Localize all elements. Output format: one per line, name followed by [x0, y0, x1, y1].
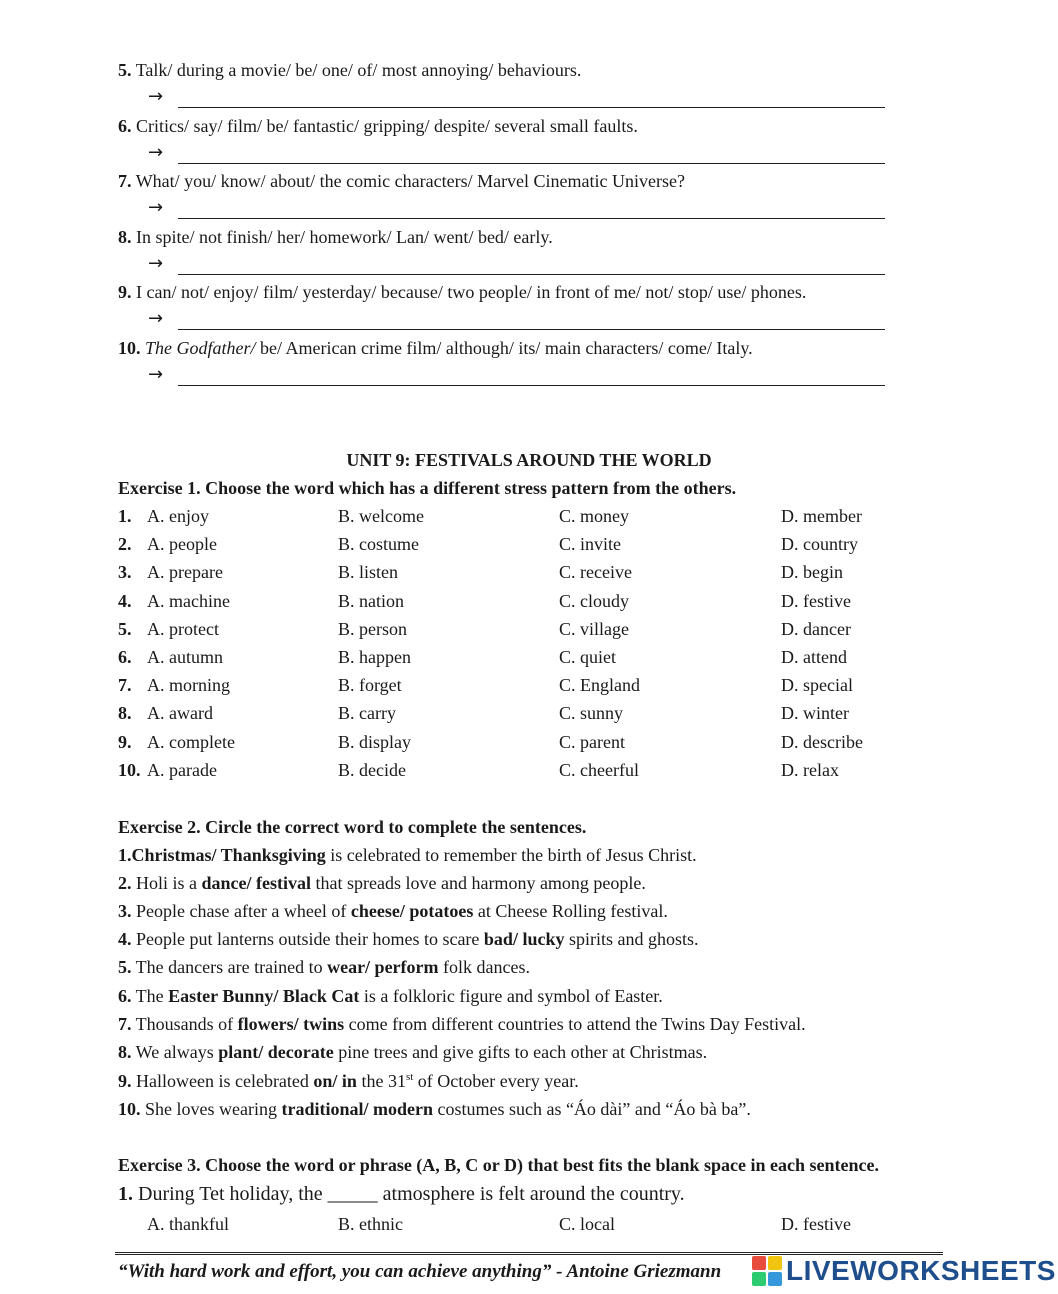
exercise1-row [118, 759, 918, 781]
answer-row[interactable] [148, 253, 885, 275]
arrow-icon: → [148, 253, 164, 274]
exercise2-item[interactable]: 9. Halloween is celebrated on/ in the 31st of October every year. [118, 1071, 579, 1091]
arrow-icon: → [148, 86, 164, 107]
exercise2-item[interactable]: 2. Holi is a dance/ festival that spreads love and harmony among people. [118, 873, 646, 893]
exercise1-row [118, 505, 918, 527]
option-a[interactable]: A. thankful [147, 1214, 229, 1234]
footer-quote: “With hard work and effort, you can achieve anything” - Antoine Griezmann [118, 1261, 722, 1282]
question-number: 4. [118, 590, 132, 611]
option-b[interactable]: B. carry [338, 703, 396, 724]
question-number: 9. [118, 731, 132, 752]
option-a[interactable]: A. enjoy [147, 506, 209, 526]
option-d[interactable]: D. describe [781, 731, 863, 752]
question-number: 3. [118, 562, 132, 583]
sentence-item: 5. Talk/ during a movie/ be/ one/ of/ most annoying/ behaviours. [118, 60, 582, 80]
arrow-icon: → [148, 308, 164, 329]
unit-title: UNIT 9: FESTIVALS AROUND THE WORLD [346, 450, 712, 470]
option-c[interactable]: C. sunny [559, 703, 624, 724]
exercise1-row [118, 561, 918, 583]
option-d[interactable]: D. member [781, 506, 862, 526]
exercise2-item[interactable]: 7. Thousands of flowers/ twins come from different countries to attend the Twins Day Festival. [118, 1014, 806, 1034]
exercise1-heading: Exercise 1. Choose the word which has a different stress pattern from the others. [118, 478, 737, 498]
option-b[interactable]: B. happen [338, 647, 411, 667]
option-b[interactable]: B. nation [338, 590, 404, 611]
question-number: 1. [118, 506, 132, 526]
option-c[interactable]: C. receive [559, 562, 632, 583]
exercise1-row [118, 646, 918, 668]
question-number: 10. [118, 759, 141, 780]
question-number: 2. [118, 534, 132, 555]
exercise1-row [118, 533, 918, 555]
exercise1-row [118, 674, 918, 696]
question-number: 8. [118, 703, 132, 724]
exercise2-item[interactable]: 5. The dancers are trained to wear/ perform folk dances. [118, 957, 530, 977]
answer-line[interactable] [178, 217, 885, 219]
exercise1-row [118, 590, 918, 612]
answer-row[interactable] [148, 86, 885, 108]
liveworksheets-logo-icon [752, 1256, 782, 1286]
exercise1-row [118, 731, 918, 753]
sentence-item: 9. I can/ not/ enjoy/ film/ yesterday/ because/ two people/ in front of me/ not/ stop/ use/ phones. [118, 282, 807, 302]
exercise3-question: 1. During Tet holiday, the _____ atmosphere is felt around the country. [118, 1183, 685, 1205]
option-a[interactable]: A. parade [147, 759, 217, 780]
option-c[interactable]: C. money [559, 506, 629, 526]
answer-row[interactable] [148, 364, 885, 386]
answer-row[interactable] [148, 308, 885, 330]
option-c[interactable]: C. parent [559, 731, 625, 752]
option-d[interactable]: D. begin [781, 562, 843, 583]
sentence-item: 8. In spite/ not finish/ her/ homework/ Lan/ went/ bed/ early. [118, 227, 553, 247]
sentence-item: 7. What/ you/ know/ about/ the comic characters/ Marvel Cinematic Universe? [118, 171, 685, 191]
question-number: 7. [118, 675, 132, 696]
exercise2-item[interactable]: 3. People chase after a wheel of cheese/ potatoes at Cheese Rolling festival. [118, 901, 668, 921]
arrow-icon: → [148, 197, 164, 218]
option-a[interactable]: A. protect [147, 618, 219, 639]
option-d[interactable]: D. winter [781, 703, 849, 724]
answer-row[interactable] [148, 197, 885, 219]
option-b[interactable]: B. welcome [338, 506, 424, 526]
exercise2-item[interactable]: 1.Christmas/ Thanksgiving is celebrated to remember the birth of Jesus Christ. [118, 845, 697, 865]
sentence-item: 6. Critics/ say/ film/ be/ fantastic/ gripping/ despite/ several small faults. [118, 116, 638, 136]
exercise2-item[interactable]: 8. We always plant/ decorate pine trees and give gifts to each other at Christmas. [118, 1042, 708, 1062]
exercise1-row [118, 618, 918, 640]
option-c[interactable]: C. invite [559, 534, 621, 555]
sentence-item: 10. The Godfather/ be/ American crime film/ although/ its/ main characters/ come/ Italy. [118, 338, 753, 358]
exercise1-row [118, 702, 918, 724]
option-b[interactable]: B. listen [338, 562, 399, 583]
liveworksheets-watermark [752, 1254, 1056, 1288]
option-c[interactable]: C. quiet [559, 647, 616, 667]
answer-line[interactable] [178, 162, 885, 164]
option-c[interactable]: C. cheerful [559, 759, 639, 780]
exercise2-heading: Exercise 2. Circle the correct word to complete the sentences. [118, 817, 587, 837]
answer-line[interactable] [178, 106, 885, 108]
option-a[interactable]: A. prepare [147, 562, 223, 583]
option-d[interactable]: D. festive [781, 1214, 851, 1234]
option-c[interactable]: C. village [559, 618, 629, 639]
exercise3-options [118, 1213, 918, 1235]
option-d[interactable]: D. special [781, 675, 853, 696]
option-a[interactable]: A. complete [147, 731, 235, 752]
exercise2-item[interactable]: 6. The Easter Bunny/ Black Cat is a folkloric figure and symbol of Easter. [118, 986, 663, 1006]
option-a[interactable]: A. autumn [147, 647, 223, 667]
option-d[interactable]: D. dancer [781, 618, 851, 639]
option-b[interactable]: B. person [338, 618, 407, 639]
arrow-icon: → [148, 364, 164, 385]
option-b[interactable]: B. display [338, 731, 412, 752]
option-b[interactable]: B. forget [338, 675, 402, 696]
arrow-icon: → [148, 142, 164, 163]
option-d[interactable]: D. attend [781, 647, 847, 667]
answer-line[interactable] [178, 384, 885, 386]
option-d[interactable]: D. country [781, 534, 858, 555]
watermark-text: LIVEWORKSHEETS [786, 1255, 1056, 1286]
option-b[interactable]: B. decide [338, 759, 406, 780]
exercise2-item[interactable]: 4. People put lanterns outside their homes to scare bad/ lucky spirits and ghosts. [118, 929, 699, 949]
option-a[interactable]: A. people [147, 534, 217, 555]
option-a[interactable]: A. machine [147, 590, 230, 611]
option-a[interactable]: A. award [147, 703, 213, 724]
answer-line[interactable] [178, 328, 885, 330]
option-d[interactable]: D. relax [781, 759, 839, 780]
question-number: 5. [118, 618, 132, 639]
exercise3-heading: Exercise 3. Choose the word or phrase (A, B, C or D) that best fits the blank space in each sentence. [118, 1155, 879, 1175]
option-c[interactable]: C. local [559, 1214, 615, 1234]
exercise2-item[interactable]: 10. She loves wearing traditional/ modern costumes such as “Áo dài” and “Áo bà ba”. [118, 1099, 751, 1119]
option-a[interactable]: A. morning [147, 675, 230, 696]
option-d[interactable]: D. festive [781, 590, 851, 611]
answer-row[interactable] [148, 142, 885, 164]
answer-line[interactable] [178, 273, 885, 275]
option-b[interactable]: B. ethnic [338, 1214, 403, 1234]
option-c[interactable]: C. cloudy [559, 590, 629, 611]
question-number: 6. [118, 647, 132, 667]
option-b[interactable]: B. costume [338, 534, 419, 555]
option-c[interactable]: C. England [559, 675, 640, 696]
